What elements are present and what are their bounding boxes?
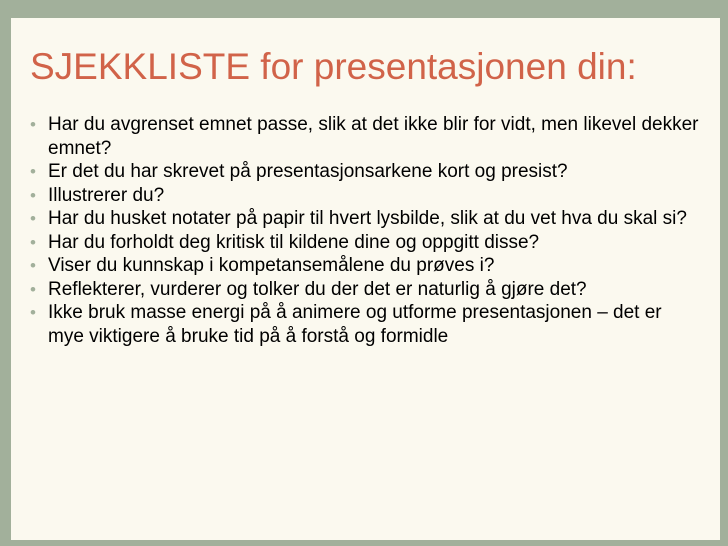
bullet-item: • Ikke bruk masse energi på å animere og utforme presentasjonen – det er mye viktigere å bruke tid på å forstå og formidle bbox=[30, 301, 700, 348]
bullet-item: • Har du forholdt deg kritisk til kildene dine og oppgitt disse? bbox=[30, 231, 700, 255]
bullet-item: • Illustrerer du? bbox=[30, 184, 700, 208]
bullet-item: • Viser du kunnskap i kompetansemålene du prøves i? bbox=[30, 254, 700, 278]
bullet-item: • Har du avgrenset emnet passe, slik at det ikke blir for vidt, men likevel dekker emnet? bbox=[30, 113, 700, 160]
bullet-item: • Er det du har skrevet på presentasjonsarkene kort og presist? bbox=[30, 160, 700, 184]
slide-title: SJEKKLISTE for presentasjonen din: bbox=[30, 46, 637, 87]
bullet-list bbox=[30, 113, 700, 348]
bullet-item: • Reflekterer, vurderer og tolker du der det er naturlig å gjøre det? bbox=[30, 278, 700, 302]
bullet-item: • Har du husket notater på papir til hvert lysbilde, slik at du vet hva du skal si? bbox=[30, 207, 700, 231]
